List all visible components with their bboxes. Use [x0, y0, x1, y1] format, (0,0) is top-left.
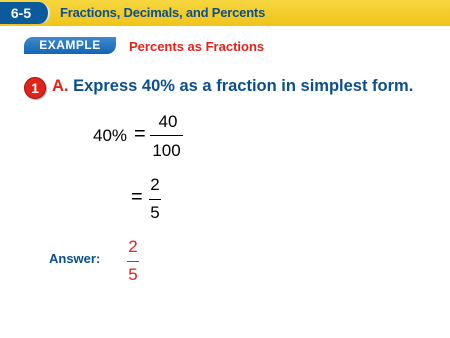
answer-numerator: 2	[128, 237, 138, 256]
step-number-badge	[24, 77, 46, 99]
answer-label: Answer:	[49, 251, 101, 266]
example-tag	[24, 37, 116, 54]
question-letter: A.	[52, 77, 69, 95]
fraction1-denominator: 100	[152, 141, 181, 160]
fraction1-numerator: 40	[158, 112, 178, 131]
header-bar	[0, 0, 450, 26]
lesson-title: Fractions, Decimals, and Percents	[60, 5, 266, 20]
fraction2-bar	[149, 199, 161, 200]
example-subtitle: Percents as Fractions	[129, 39, 265, 54]
fraction2-numerator: 2	[150, 175, 160, 194]
equals-sign-2: =	[131, 186, 143, 208]
step-number: 1	[31, 80, 39, 96]
equals-sign-1: =	[134, 123, 146, 145]
question	[52, 77, 413, 96]
fraction2-denominator: 5	[150, 203, 160, 222]
example-tag-label: EXAMPLE	[39, 38, 101, 52]
lesson-number: 6-5	[10, 5, 32, 21]
answer-fraction-bar	[127, 261, 139, 262]
fraction1-bar	[150, 135, 183, 136]
answer-denominator: 5	[128, 265, 138, 284]
percent-value: 40%	[93, 126, 128, 145]
lesson-number-badge	[0, 2, 50, 24]
question-text: Express 40% as a fraction in simplest form.	[73, 77, 414, 95]
